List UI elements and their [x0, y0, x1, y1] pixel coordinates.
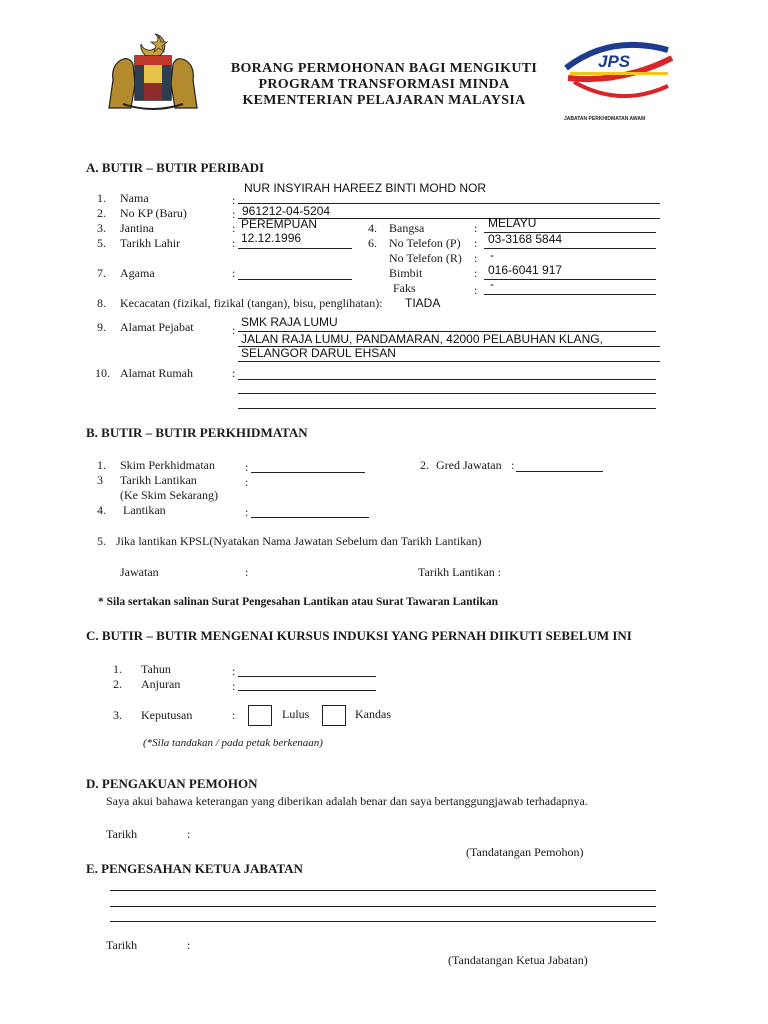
field-num: 1. — [113, 662, 122, 676]
field-num: 2. — [113, 677, 122, 691]
colon: : — [232, 207, 236, 221]
nama-label: Nama — [120, 191, 149, 205]
no-telefon-r-label: No Telefon (R) — [389, 251, 462, 265]
pengakuan-statement: Saya akui bahawa keterangan yang diberikan adalah benar dan saya bertanggungjawab terhadapnya. — [106, 794, 588, 808]
nama-value[interactable]: NUR INSYIRAH HAREEZ BINTI MOHD NOR — [244, 181, 487, 195]
lantikan-field[interactable] — [251, 517, 369, 518]
tandatangan-ketua-label: (Tandatangan Ketua Jabatan) — [448, 953, 588, 967]
alamat-pejabat-line2[interactable]: JALAN RAJA LUMU, PANDAMARAN, 42000 PELABUHAN KLANG, — [241, 332, 603, 346]
alamat-pejabat-label: Alamat Pejabat — [120, 320, 194, 334]
field-num: 1. — [97, 191, 106, 205]
form-title-line3: KEMENTERIAN PELAJARAN MALAYSIA — [242, 93, 526, 108]
field-num: 4. — [97, 503, 106, 517]
jawatan-label: Jawatan — [120, 565, 159, 579]
lulus-checkbox[interactable] — [248, 705, 272, 726]
bimbit-label: Bimbit — [389, 266, 423, 280]
field-num: 3. — [97, 221, 106, 235]
colon: : — [474, 221, 478, 235]
field-num: 3. — [113, 708, 122, 722]
colon: : — [245, 565, 249, 579]
skim-perkhidmatan-label: Skim Perkhidmatan — [120, 458, 215, 472]
gred-jawatan-label: Gred Jawatan — [436, 458, 502, 472]
faks-label: Faks — [393, 281, 416, 295]
field-num: 7. — [97, 266, 106, 280]
jantina-label: Jantina — [120, 221, 154, 235]
field-num: 9. — [97, 320, 106, 334]
bangsa-label: Bangsa — [389, 221, 425, 235]
colon: : — [232, 266, 236, 280]
colon: : — [474, 251, 478, 265]
jps-logo-text: JPS — [598, 52, 631, 71]
field-num: 6. — [368, 236, 377, 250]
government-crest-logo — [103, 30, 203, 112]
tarikh-lantikan-sublabel: (Ke Skim Sekarang) — [120, 488, 218, 502]
anjuran-field[interactable] — [238, 690, 376, 691]
colon: : — [511, 458, 515, 472]
tahun-label: Tahun — [141, 662, 171, 676]
alamat-pejabat-line3[interactable]: SELANGOR DARUL EHSAN — [241, 346, 396, 360]
no-kp-value[interactable]: 961212-04-5204 — [242, 204, 331, 218]
skim-perkhidmatan-field[interactable] — [251, 472, 365, 473]
form-title-line2: PROGRAM TRANSFORMASI MINDA — [258, 77, 510, 92]
colon: : — [232, 708, 236, 722]
field-num: 5. — [97, 534, 106, 548]
alamat-rumah-line1[interactable] — [238, 379, 656, 380]
bimbit-value[interactable]: 016-6041 917 — [488, 263, 563, 277]
field-num: 10. — [95, 366, 110, 380]
colon: : — [232, 679, 236, 693]
lampiran-note: * Sila sertakan salinan Surat Pengesahan Lantikan atau Surat Tawaran Lantikan — [98, 596, 499, 608]
kecacatan-value[interactable]: TIADA — [405, 296, 441, 310]
gred-jawatan-field[interactable] — [516, 471, 603, 472]
colon: : — [232, 664, 236, 678]
jps-logo-caption: JABATAN PERKHIDMATAN AWAM — [564, 116, 646, 122]
keputusan-label: Keputusan — [141, 708, 193, 722]
field-num: 3 — [97, 473, 103, 487]
kandas-checkbox[interactable] — [322, 705, 346, 726]
lantikan-label: Lantikan — [123, 503, 166, 517]
jps-logo — [560, 38, 678, 126]
kandas-label: Kandas — [355, 707, 391, 721]
section-d-heading: D. PENGAKUAN PEMOHON — [86, 776, 258, 791]
tarikh-lantikan-sebelum-label: Tarikh Lantikan : — [418, 565, 502, 579]
colon: : — [232, 366, 236, 380]
alamat-rumah-line3[interactable] — [238, 408, 656, 409]
colon: : — [474, 283, 478, 297]
pengesahan-line1[interactable] — [110, 890, 656, 891]
colon: : — [232, 221, 236, 235]
field-num: 1. — [97, 458, 106, 472]
colon: : — [232, 236, 236, 250]
no-telefon-r-value[interactable]: - — [490, 248, 494, 262]
tarikh-pemohon-label: Tarikh — [106, 827, 138, 841]
faks-value[interactable]: - — [490, 277, 494, 291]
tarikh-ketua-label: Tarikh — [106, 938, 138, 952]
no-telefon-p-value[interactable]: 03-3168 5844 — [488, 232, 563, 246]
jantina-value[interactable]: PEREMPUAN — [241, 217, 318, 231]
no-telefon-p-label: No Telefon (P) — [389, 236, 461, 250]
anjuran-label: Anjuran — [141, 677, 181, 691]
tarikh-lahir-label: Tarikh Lahir — [120, 236, 181, 250]
agama-label: Agama — [120, 266, 155, 280]
tarikh-lahir-value[interactable]: 12.12.1996 — [241, 231, 302, 245]
field-num: 2. — [97, 206, 106, 220]
lulus-label: Lulus — [282, 707, 310, 721]
colon: : — [232, 323, 236, 337]
colon: : — [245, 475, 249, 489]
section-e-heading: E. PENGESAHAN KETUA JABATAN — [86, 861, 303, 876]
section-b-heading: B. BUTIR – BUTIR PERKHIDMATAN — [86, 425, 308, 440]
field-num: 5. — [97, 236, 106, 250]
colon: : — [245, 460, 249, 474]
field-num: 2. — [420, 458, 429, 472]
alamat-rumah-label: Alamat Rumah — [120, 366, 193, 380]
colon: : — [474, 236, 478, 250]
tandatangan-pemohon-label: (Tandatangan Pemohon) — [466, 845, 584, 859]
section-a-heading: A. BUTIR – BUTIR PERIBADI — [86, 160, 265, 175]
field-num: 8. — [97, 296, 106, 310]
section-c-heading: C. BUTIR – BUTIR MENGENAI KURSUS INDUKSI YANG PERNAH DIIKUTI SEBELUM INI — [86, 628, 632, 643]
colon: : — [232, 193, 236, 207]
field-num: 4. — [368, 221, 377, 235]
tarikh-lantikan-label: Tarikh Lantikan — [120, 473, 197, 487]
bangsa-value[interactable]: MELAYU — [488, 216, 537, 230]
alamat-rumah-line2[interactable] — [238, 393, 656, 394]
alamat-pejabat-line1[interactable]: SMK RAJA LUMU — [241, 315, 338, 329]
no-kp-label: No KP (Baru) — [120, 206, 187, 220]
pengesahan-line3[interactable] — [110, 921, 656, 922]
lantikan-kpsl-label: Jika lantikan KPSL(Nyatakan Nama Jawatan Sebelum dan Tarikh Lantikan) — [116, 534, 482, 548]
colon: : — [245, 505, 249, 519]
kecacatan-label: Kecacatan (fizikal, fizikal (tangan), bisu, penglihatan): — [120, 296, 383, 310]
tahun-field[interactable] — [238, 676, 376, 677]
colon: : — [474, 266, 478, 280]
colon: : — [187, 827, 191, 841]
form-title-line1: BORANG PERMOHONAN BAGI MENGIKUTI — [230, 61, 538, 76]
pengesahan-line2[interactable] — [110, 906, 656, 907]
colon: : — [187, 938, 191, 952]
checkbox-note: (*Sila tandakan / pada petak berkenaan) — [143, 737, 323, 749]
